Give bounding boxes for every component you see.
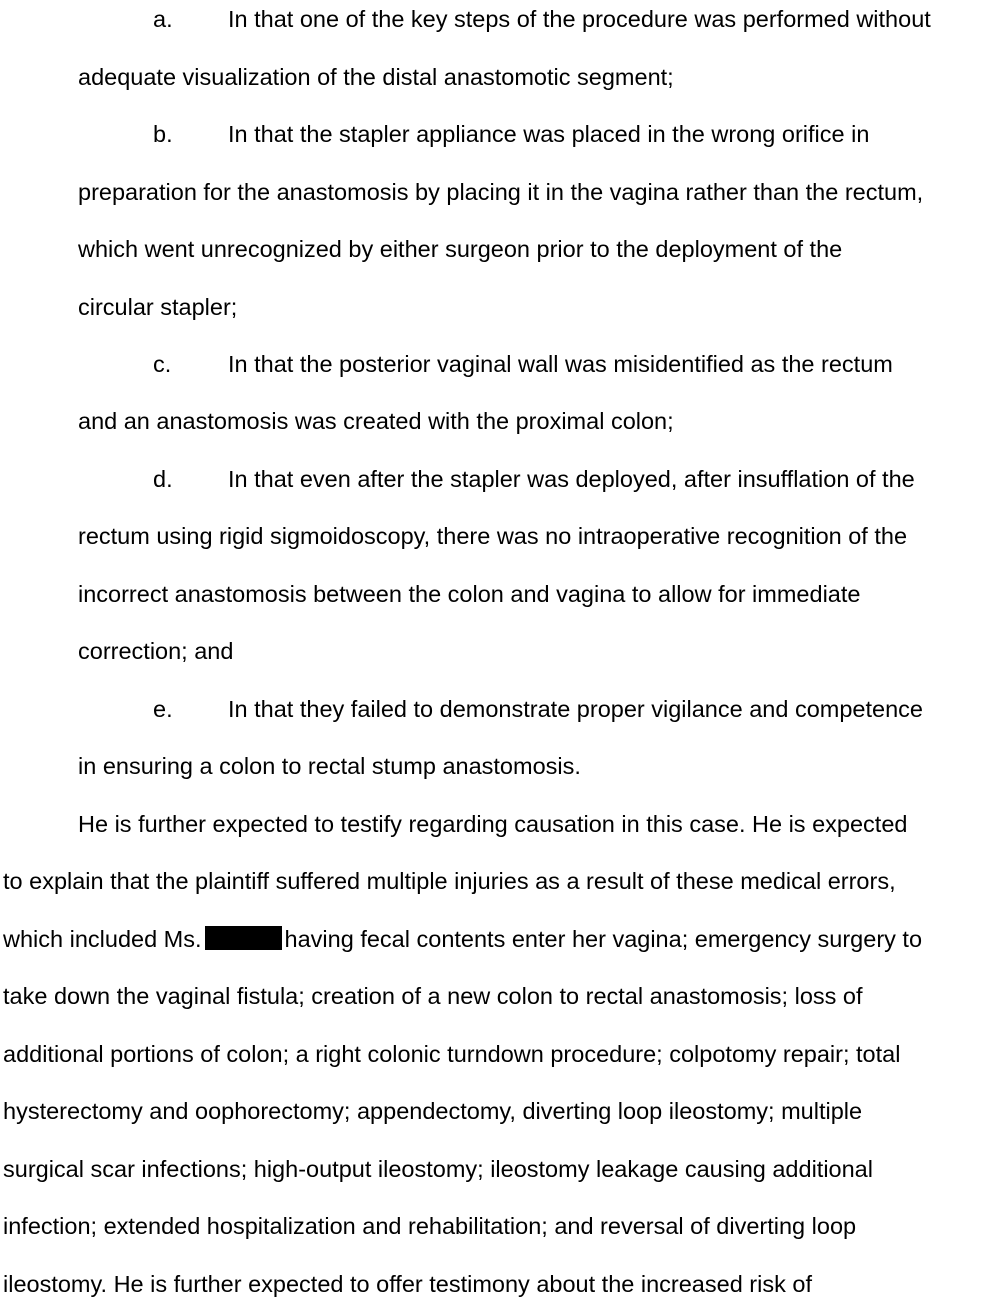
list-item-e-first-line <box>0 694 923 724</box>
list-item-b-line-2: preparation for the anastomosis by placing it in the vagina rather than the rectum, <box>78 179 924 205</box>
paragraph-line-8: infection; extended hospitalization and rehabilitation; and reversal of diverting loop <box>3 1213 857 1239</box>
list-item-e-text: In that they failed to demonstrate proper vigilance and competence <box>228 696 923 722</box>
list-item-c-text: In that the posterior vaginal wall was misidentified as the rectum <box>228 351 893 377</box>
list-label-c: c. <box>153 351 172 377</box>
list-item-c-line-2: and an anastomosis was created with the proximal colon; <box>78 408 674 434</box>
list-label-d: d. <box>153 466 173 492</box>
list-item-a-text: In that one of the key steps of the procedure was performed without <box>228 6 931 32</box>
list-item-b-first-line <box>0 119 869 149</box>
paragraph-line-4: take down the vaginal fistula; creation of a new colon to rectal anastomosis; loss of <box>3 983 863 1009</box>
list-label-a: a. <box>153 6 173 32</box>
paragraph-line-3-end: having fecal contents enter her vagina; emergency surgery to <box>284 926 923 952</box>
paragraph-line-5: additional portions of colon; a right colonic turndown procedure; colpotomy repair; total <box>3 1041 901 1067</box>
paragraph-line-3-start: which included Ms. <box>3 926 202 952</box>
list-item-b-line-3: which went unrecognized by either surgeon prior to the deployment of the <box>78 236 843 262</box>
paragraph-line-3 <box>3 924 922 954</box>
list-label-e: e. <box>153 696 173 722</box>
paragraph-line-9: ileostomy. He is further expected to offer testimony about the increased risk of <box>3 1271 812 1297</box>
list-item-d-line-3: incorrect anastomosis between the colon and vagina to allow for immediate <box>78 581 861 607</box>
paragraph-line-7: surgical scar infections; high-output ileostomy; ileostomy leakage causing additional <box>3 1156 873 1182</box>
list-item-d-first-line <box>0 464 915 494</box>
list-item-b-line-4: circular stapler; <box>78 294 238 320</box>
list-item-c-first-line <box>0 349 893 379</box>
list-item-d-line-4: correction; and <box>78 638 234 664</box>
list-item-d-line-2: rectum using rigid sigmoidoscopy, there was no intraoperative recognition of the <box>78 523 908 549</box>
list-item-e-line-2: in ensuring a colon to rectal stump anastomosis. <box>78 753 581 779</box>
list-label-b: b. <box>153 121 173 147</box>
paragraph-line-2: to explain that the plaintiff suffered multiple injuries as a result of these medical errors, <box>3 868 896 894</box>
paragraph-line-6: hysterectomy and oophorectomy; appendectomy, diverting loop ileostomy; multiple <box>3 1098 863 1124</box>
redaction-box <box>205 926 282 950</box>
list-item-b-text: In that the stapler appliance was placed in the wrong orifice in <box>228 121 870 147</box>
list-item-a-first-line <box>0 4 931 34</box>
list-item-d-text: In that even after the stapler was deployed, after insufflation of the <box>228 466 915 492</box>
list-item-a-line-2: adequate visualization of the distal anastomotic segment; <box>78 64 674 90</box>
paragraph-line-1: He is further expected to testify regarding causation in this case. He is expected <box>78 811 908 837</box>
